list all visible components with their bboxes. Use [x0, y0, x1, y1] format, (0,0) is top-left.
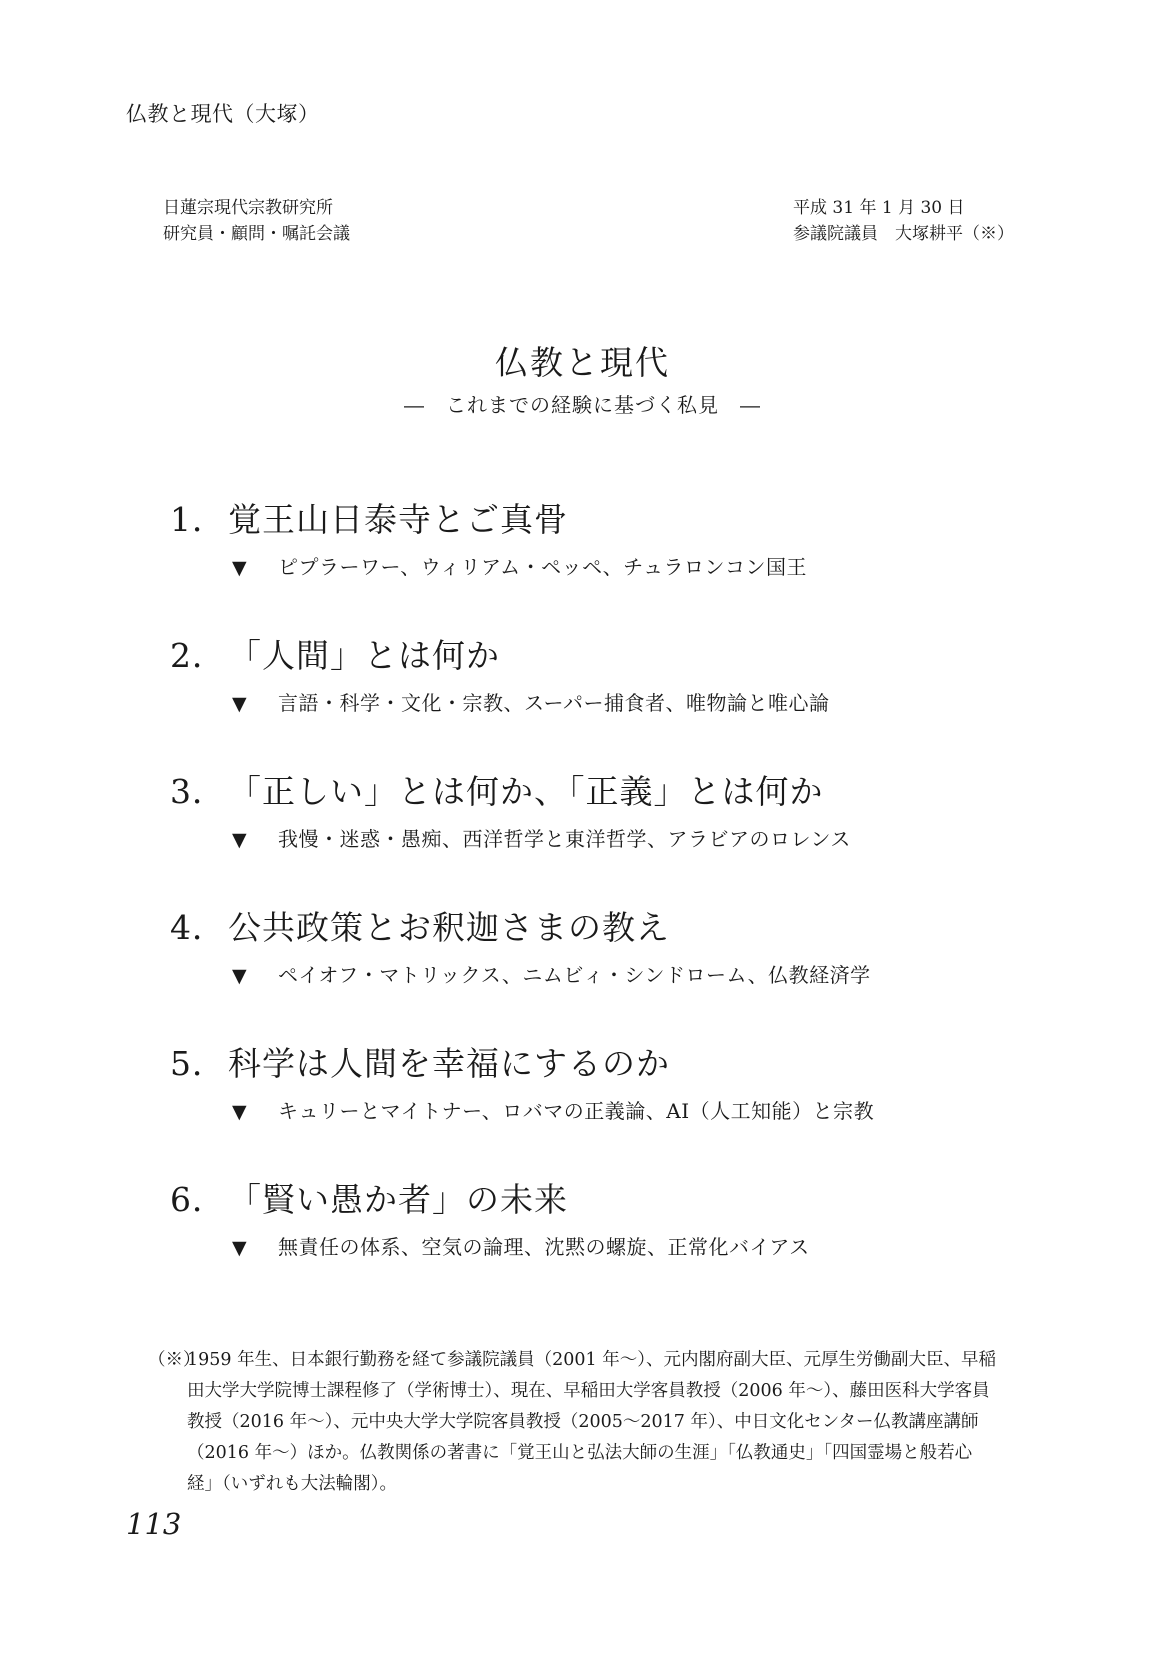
organization-block: [163, 195, 350, 247]
section-2: [170, 634, 1070, 770]
triangle-down-icon: ▼: [232, 557, 248, 579]
footnote-text: 1959 年生、日本銀行勤務を経て参議院議員（2001 年～）、元内閣府副大臣、元厚生労働副大臣、早稲田大学大学院博士課程修了（学術博士）、現在、早稲田大学客員教授（2006 年～）、藤田医科大学客員教授（2016 年～）、元中央大学大学院客員教授（2005～2017 年）、中日文化センター仏教講座講師（2016 年～）ほか。仏教関係の著書に「覚王山と弘法大師の生涯」「仏教通史」「四国霊場と般若心経」（いずれも大法輪閣）。: [187, 1350, 996, 1494]
author-line: 参議院議員 大塚耕平（※）: [793, 224, 1014, 244]
lecture-date: 平成 31 年 1 月 30 日: [793, 198, 965, 218]
page-number: 113: [126, 1507, 182, 1541]
section-item: [232, 824, 1070, 855]
section-heading: [170, 1178, 1070, 1222]
triangle-down-icon: ▼: [232, 1237, 248, 1259]
section-heading: [170, 1042, 1070, 1086]
section-number: 3．: [170, 772, 226, 811]
section-list: [170, 498, 1070, 1314]
section-item-text: 我慢・迷惑・愚痴、西洋哲学と東洋哲学、アラビアのロレンス: [278, 827, 851, 851]
title-block: [0, 340, 1165, 420]
document-subtitle: ― これまでの経験に基づく私見 ―: [404, 393, 761, 417]
section-title: 「正しい」とは何か、「正義」とは何か: [228, 772, 824, 811]
document-title: 仏教と現代: [495, 343, 670, 382]
section-item-text: 無責任の体系、空気の論理、沈黙の螺旋、正常化バイアス: [278, 1235, 810, 1259]
author-footnote: [148, 1345, 998, 1500]
section-number: 2．: [170, 636, 226, 675]
section-item: [232, 552, 1070, 583]
section-title: 覚王山日泰寺とご真骨: [228, 500, 568, 539]
section-heading: [170, 770, 1070, 814]
section-item-text: キュリーとマイトナー、ロバマの正義論、AI（人工知能）と宗教: [278, 1099, 875, 1123]
section-6: [170, 1178, 1070, 1314]
section-heading: [170, 498, 1070, 542]
section-item: [232, 1096, 1070, 1127]
section-number: 4．: [170, 908, 226, 947]
section-heading: [170, 906, 1070, 950]
section-item-text: 言語・科学・文化・宗教、スーパー捕食者、唯物論と唯心論: [278, 691, 830, 715]
section-5: [170, 1042, 1070, 1178]
meeting-name: 研究員・顧問・嘱託会議: [163, 224, 350, 244]
triangle-down-icon: ▼: [232, 965, 248, 987]
section-title: 「賢い愚か者」の未来: [228, 1180, 568, 1219]
section-number: 5．: [170, 1044, 226, 1083]
triangle-down-icon: ▼: [232, 693, 248, 715]
triangle-down-icon: ▼: [232, 1101, 248, 1123]
section-item: [232, 1232, 1070, 1263]
section-1: [170, 498, 1070, 634]
section-number: 1．: [170, 500, 226, 539]
section-4: [170, 906, 1070, 1042]
section-title: 科学は人間を幸福にするのか: [228, 1044, 670, 1083]
section-title: 公共政策とお釈迦さまの教え: [228, 908, 670, 947]
section-item: [232, 960, 1070, 991]
section-item-text: ピプラーワー、ウィリアム・ペッペ、チュラロンコン国王: [278, 555, 807, 579]
section-item: [232, 688, 1070, 719]
section-title: 「人間」とは何か: [228, 636, 500, 675]
triangle-down-icon: ▼: [232, 829, 248, 851]
date-author-block: [793, 195, 1014, 247]
section-heading: [170, 634, 1070, 678]
section-number: 6．: [170, 1180, 226, 1219]
organization-name: 日蓮宗現代宗教研究所: [163, 198, 333, 218]
section-item-text: ペイオフ・マトリックス、ニムビィ・シンドローム、仏教経済学: [278, 963, 871, 987]
footnote-mark: （※）: [148, 1350, 201, 1370]
running-head: 仏教と現代（大塚）: [126, 102, 320, 126]
section-3: [170, 770, 1070, 906]
